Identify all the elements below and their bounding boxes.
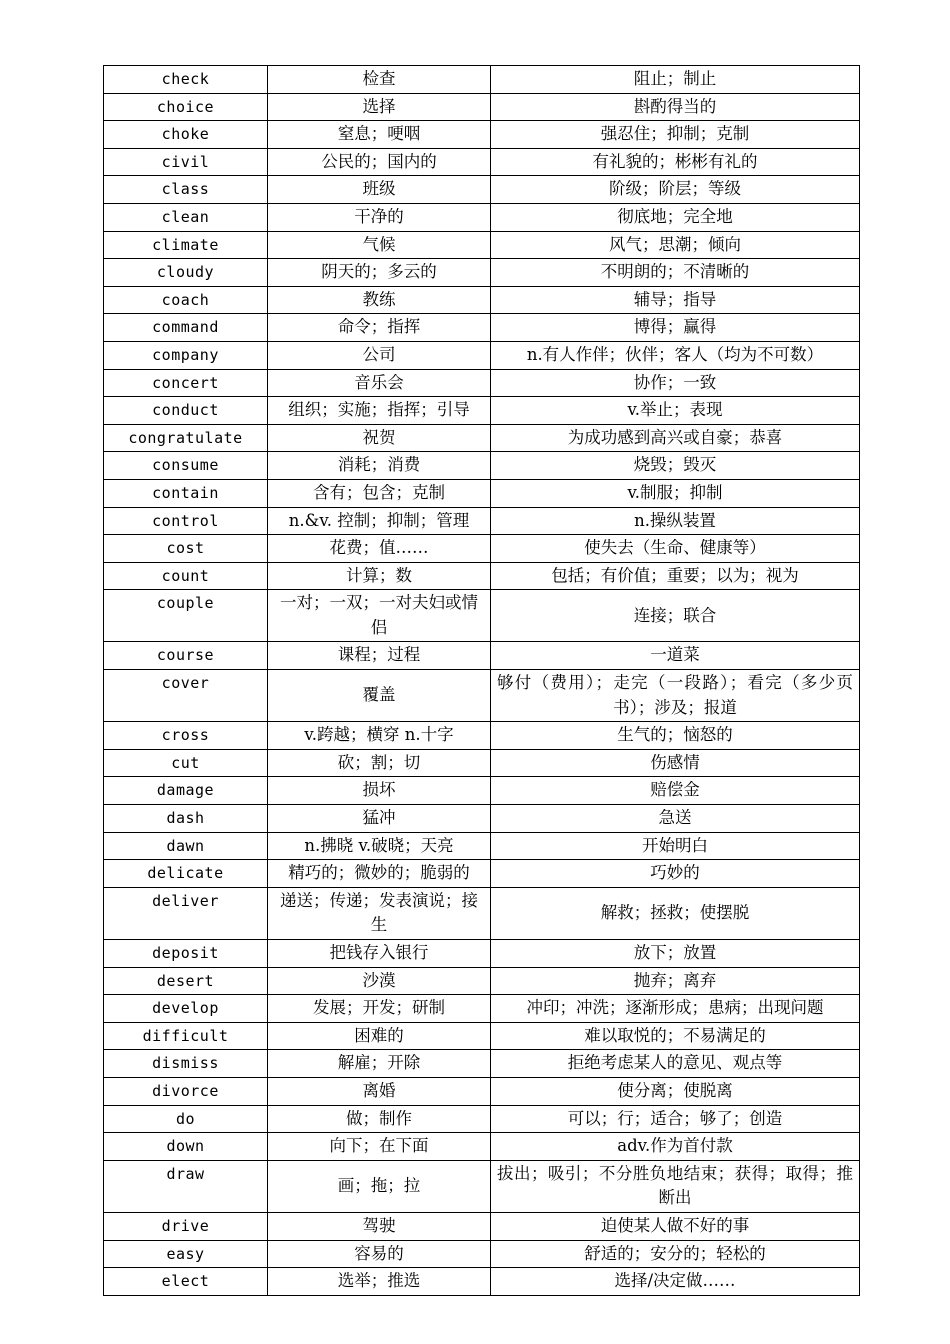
extended-meaning-cell: 赔偿金 (491, 777, 860, 805)
word-cell: develop (104, 995, 268, 1023)
extended-meaning-cell: 风气；思潮；倾向 (491, 231, 860, 259)
basic-meaning-cell: 精巧的；微妙的；脆弱的 (268, 860, 491, 888)
word-cell: conduct (104, 397, 268, 425)
word-cell: clean (104, 203, 268, 231)
word-cell: control (104, 507, 268, 535)
extended-meaning-cell: 放下；放置 (491, 940, 860, 968)
table-row (104, 93, 860, 121)
table-row (104, 507, 860, 535)
basic-meaning-cell: 容易的 (268, 1240, 491, 1268)
extended-meaning-cell: 连接；联合 (491, 590, 860, 642)
table-row (104, 590, 860, 642)
extended-meaning-cell: 烧毁；毁灭 (491, 452, 860, 480)
basic-meaning-cell: 组织；实施；指挥；引导 (268, 397, 491, 425)
word-cell: draw (104, 1160, 268, 1212)
table-row (104, 805, 860, 833)
extended-meaning-cell: 开始明白 (491, 832, 860, 860)
basic-meaning-cell: 解雇；开除 (268, 1050, 491, 1078)
word-cell: coach (104, 286, 268, 314)
table-row (104, 749, 860, 777)
vocabulary-table (103, 65, 860, 1296)
basic-meaning-cell: 猛冲 (268, 805, 491, 833)
word-cell: deliver (104, 887, 268, 939)
basic-meaning-cell: 损坏 (268, 777, 491, 805)
table-row (104, 203, 860, 231)
word-cell: check (104, 66, 268, 94)
extended-meaning-cell: n.操纵装置 (491, 507, 860, 535)
table-row (104, 832, 860, 860)
word-cell: choice (104, 93, 268, 121)
table-row (104, 424, 860, 452)
basic-meaning-cell: 课程；过程 (268, 642, 491, 670)
basic-meaning-cell: 选择 (268, 93, 491, 121)
basic-meaning-cell: v.跨越；横穿 n.十字 (268, 722, 491, 750)
basic-meaning-cell: 检查 (268, 66, 491, 94)
table-row (104, 562, 860, 590)
basic-meaning-cell: 窒息；哽咽 (268, 121, 491, 149)
basic-meaning-cell: 离婚 (268, 1077, 491, 1105)
extended-meaning-cell: 迫使某人做不好的事 (491, 1212, 860, 1240)
extended-meaning-cell: 生气的；恼怒的 (491, 722, 860, 750)
extended-meaning-cell: v.举止；表现 (491, 397, 860, 425)
word-cell: cost (104, 535, 268, 563)
word-cell: climate (104, 231, 268, 259)
vocabulary-table-body (104, 66, 860, 1296)
word-cell: cover (104, 670, 268, 722)
table-row (104, 940, 860, 968)
table-row (104, 887, 860, 939)
basic-meaning-cell: 含有；包含；克制 (268, 479, 491, 507)
word-cell: company (104, 341, 268, 369)
table-row (104, 397, 860, 425)
word-cell: dawn (104, 832, 268, 860)
word-cell: drive (104, 1212, 268, 1240)
basic-meaning-cell: 计算；数 (268, 562, 491, 590)
extended-meaning-cell: 协作；一致 (491, 369, 860, 397)
word-cell: cloudy (104, 259, 268, 287)
basic-meaning-cell: 递送；传递；发表演说；接生 (268, 887, 491, 939)
table-row (104, 1077, 860, 1105)
basic-meaning-cell: 干净的 (268, 203, 491, 231)
word-cell: count (104, 562, 268, 590)
word-cell: down (104, 1133, 268, 1161)
extended-meaning-cell: 使失去（生命、健康等） (491, 535, 860, 563)
extended-meaning-cell: 难以取悦的；不易满足的 (491, 1022, 860, 1050)
word-cell: cut (104, 749, 268, 777)
extended-meaning-cell: 彻底地；完全地 (491, 203, 860, 231)
table-row (104, 860, 860, 888)
word-cell: command (104, 314, 268, 342)
basic-meaning-cell: 命令；指挥 (268, 314, 491, 342)
word-cell: easy (104, 1240, 268, 1268)
table-row (104, 452, 860, 480)
table-row (104, 1022, 860, 1050)
extended-meaning-cell: 拒绝考虑某人的意见、观点等 (491, 1050, 860, 1078)
extended-meaning-cell: 辅导；指导 (491, 286, 860, 314)
extended-meaning-cell: 拔出；吸引；不分胜负地结束；获得；取得；推断出 (491, 1160, 860, 1212)
extended-meaning-cell: 解救；拯救；使摆脱 (491, 887, 860, 939)
extended-meaning-cell: 使分离；使脱离 (491, 1077, 860, 1105)
basic-meaning-cell: n.&v. 控制；抑制；管理 (268, 507, 491, 535)
table-row (104, 722, 860, 750)
table-row (104, 314, 860, 342)
extended-meaning-cell: 急送 (491, 805, 860, 833)
word-cell: course (104, 642, 268, 670)
word-cell: dash (104, 805, 268, 833)
basic-meaning-cell: 把钱存入银行 (268, 940, 491, 968)
table-row (104, 1160, 860, 1212)
table-row (104, 341, 860, 369)
word-cell: concert (104, 369, 268, 397)
word-cell: divorce (104, 1077, 268, 1105)
basic-meaning-cell: 教练 (268, 286, 491, 314)
table-row (104, 148, 860, 176)
extended-meaning-cell: 可以；行；适合；够了；创造 (491, 1105, 860, 1133)
table-row (104, 286, 860, 314)
word-cell: congratulate (104, 424, 268, 452)
basic-meaning-cell: 公司 (268, 341, 491, 369)
word-cell: civil (104, 148, 268, 176)
word-cell: desert (104, 967, 268, 995)
word-cell: deposit (104, 940, 268, 968)
basic-meaning-cell: 气候 (268, 231, 491, 259)
table-row (104, 1050, 860, 1078)
word-cell: elect (104, 1268, 268, 1296)
table-row (104, 1240, 860, 1268)
table-row (104, 1212, 860, 1240)
extended-meaning-cell: 够付（费用）；走完（一段路）；看完（多少页书）；涉及；报道 (491, 670, 860, 722)
extended-meaning-cell: adv.作为首付款 (491, 1133, 860, 1161)
extended-meaning-cell: 强忍住；抑制；克制 (491, 121, 860, 149)
extended-meaning-cell: 伤感情 (491, 749, 860, 777)
table-row (104, 259, 860, 287)
basic-meaning-cell: 一对；一双；一对夫妇或情侣 (268, 590, 491, 642)
extended-meaning-cell: 为成功感到高兴或自豪；恭喜 (491, 424, 860, 452)
word-cell: choke (104, 121, 268, 149)
extended-meaning-cell: 一道菜 (491, 642, 860, 670)
word-cell: cross (104, 722, 268, 750)
extended-meaning-cell: 冲印；冲洗；逐渐形成；患病；出现问题 (491, 995, 860, 1023)
extended-meaning-cell: 巧妙的 (491, 860, 860, 888)
word-cell: dismiss (104, 1050, 268, 1078)
basic-meaning-cell: 砍；割；切 (268, 749, 491, 777)
basic-meaning-cell: 公民的；国内的 (268, 148, 491, 176)
table-row (104, 535, 860, 563)
basic-meaning-cell: 画；拖；拉 (268, 1160, 491, 1212)
extended-meaning-cell: 博得；赢得 (491, 314, 860, 342)
basic-meaning-cell: 选举；推选 (268, 1268, 491, 1296)
word-cell: consume (104, 452, 268, 480)
basic-meaning-cell: 音乐会 (268, 369, 491, 397)
word-cell: do (104, 1105, 268, 1133)
extended-meaning-cell: 抛弃；离弃 (491, 967, 860, 995)
table-row (104, 642, 860, 670)
table-row (104, 479, 860, 507)
table-row (104, 231, 860, 259)
basic-meaning-cell: 班级 (268, 176, 491, 204)
extended-meaning-cell: v.制服；抑制 (491, 479, 860, 507)
basic-meaning-cell: 消耗；消费 (268, 452, 491, 480)
extended-meaning-cell: 有礼貌的；彬彬有礼的 (491, 148, 860, 176)
basic-meaning-cell: 阴天的；多云的 (268, 259, 491, 287)
basic-meaning-cell: 花费；值…… (268, 535, 491, 563)
word-cell: difficult (104, 1022, 268, 1050)
table-row (104, 670, 860, 722)
table-row (104, 369, 860, 397)
word-cell: couple (104, 590, 268, 642)
basic-meaning-cell: 向下；在下面 (268, 1133, 491, 1161)
word-cell: delicate (104, 860, 268, 888)
table-row (104, 176, 860, 204)
extended-meaning-cell: 阶级；阶层；等级 (491, 176, 860, 204)
table-row (104, 777, 860, 805)
extended-meaning-cell: 阻止；制止 (491, 66, 860, 94)
extended-meaning-cell: 包括；有价值；重要；以为；视为 (491, 562, 860, 590)
extended-meaning-cell: 舒适的；安分的；轻松的 (491, 1240, 860, 1268)
word-cell: contain (104, 479, 268, 507)
basic-meaning-cell: 沙漠 (268, 967, 491, 995)
basic-meaning-cell: 覆盖 (268, 670, 491, 722)
table-row (104, 1105, 860, 1133)
basic-meaning-cell: n.拂晓 v.破晓；天亮 (268, 832, 491, 860)
table-row (104, 66, 860, 94)
basic-meaning-cell: 困难的 (268, 1022, 491, 1050)
extended-meaning-cell: 不明朗的；不清晰的 (491, 259, 860, 287)
table-row (104, 995, 860, 1023)
word-cell: damage (104, 777, 268, 805)
table-row (104, 1268, 860, 1296)
basic-meaning-cell: 发展；开发；研制 (268, 995, 491, 1023)
basic-meaning-cell: 做；制作 (268, 1105, 491, 1133)
extended-meaning-cell: 斟酌得当的 (491, 93, 860, 121)
table-row (104, 1133, 860, 1161)
extended-meaning-cell: 选择/决定做…… (491, 1268, 860, 1296)
extended-meaning-cell: n.有人作伴；伙伴；客人（均为不可数） (491, 341, 860, 369)
table-row (104, 967, 860, 995)
basic-meaning-cell: 祝贺 (268, 424, 491, 452)
basic-meaning-cell: 驾驶 (268, 1212, 491, 1240)
word-cell: class (104, 176, 268, 204)
table-row (104, 121, 860, 149)
